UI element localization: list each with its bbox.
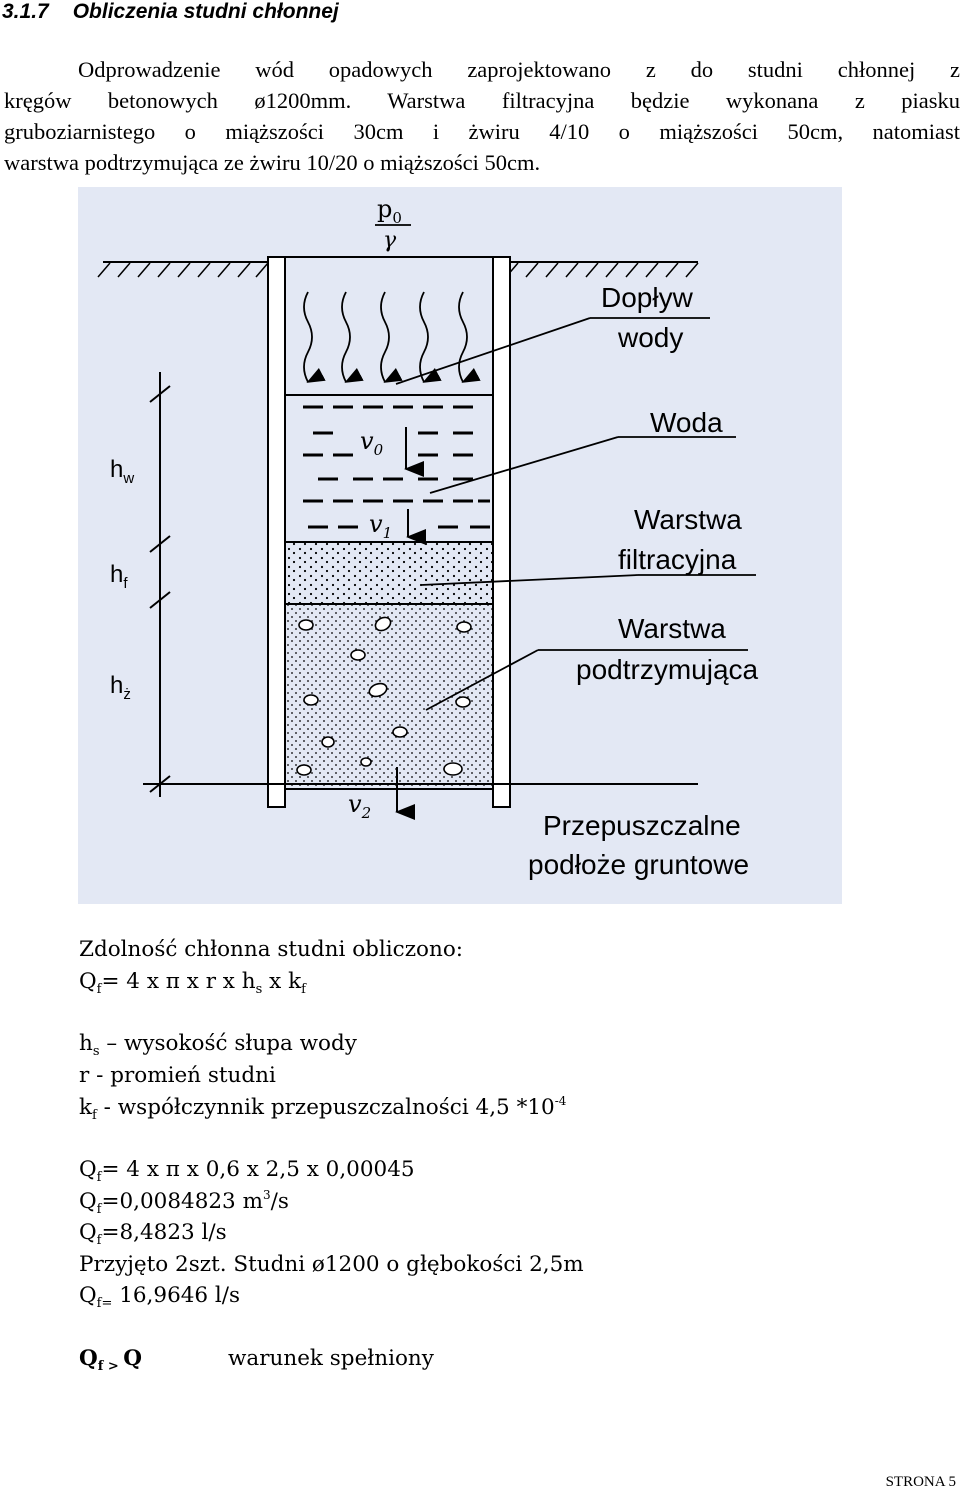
hw-label: $h_w$: [110, 456, 135, 487]
well-diagram: [78, 187, 842, 904]
intro-line: gruboziarnistego o miąższości 30cm i żwiru 4/10 o miąższości 50cm, natomiast: [4, 119, 960, 144]
intro-line: kręgów betonowych ø1200mm. Warstwa filtracyjna będzie wykonana z piasku: [4, 88, 960, 113]
condition-text: warunek spełniony: [228, 1346, 434, 1371]
formula-line: $Q_f= 4$ x π x r x $h_s$ x $k_f$: [79, 969, 306, 997]
v2-label: $v_2$: [348, 790, 372, 822]
label-filtration-2: filtracyjna: [618, 544, 737, 575]
definition-hs: $h_s$ – wysokość słupa wody: [79, 1031, 357, 1059]
label-ground-2: podłoże gruntowe: [528, 849, 750, 880]
pressure-label: [375, 195, 411, 253]
svg-text:γ: γ: [383, 228, 397, 253]
intro-paragraph: [4, 54, 960, 178]
intro-line: Odprowadzenie wód opadowych zaprojektowano z do studni chłonnej z: [78, 57, 960, 82]
label-support-2: podtrzymująca: [576, 654, 759, 685]
filtration-layer: [285, 542, 493, 604]
definition-r: r - promień studni: [79, 1063, 276, 1088]
section-heading: [2, 0, 339, 24]
label-ground-1: Przepuszczalne: [543, 810, 741, 841]
hz-label: $h_ż$: [110, 672, 131, 703]
capacity-intro: Zdolność chłonna studni obliczono:: [79, 937, 464, 962]
label-water: Woda: [650, 407, 723, 438]
condition-formula: $Q_f$ $_>$ Q: [79, 1346, 143, 1374]
intro-line: warstwa podtrzymująca ze żwiru 10/20 o miąższości 50cm.: [4, 150, 541, 175]
label-support-1: Warstwa: [618, 613, 726, 644]
water-column: [285, 395, 493, 527]
hf-label: $h_f$: [110, 561, 128, 592]
support-layer: [285, 604, 493, 789]
adopted-line: Przyjęto 2szt. Studni ø1200 o głębokości 2,5m: [79, 1252, 584, 1277]
section-number: 3.1.7: [2, 0, 49, 23]
section-title: Obliczenia studni chłonnej: [72, 0, 339, 23]
label-inflow-1: Dopływ: [601, 282, 693, 313]
v1-label: $v_1$: [369, 510, 393, 542]
calc-line-4: $Q_{f=}$ 16,9646 l/s: [79, 1283, 241, 1311]
definition-kf: $k_f$ - współczynnik przepuszczalności 4,5 $*10^{-4}$: [79, 1094, 567, 1123]
ground-surface: [98, 262, 698, 277]
svg-text:p0: $p_0$: [377, 195, 402, 227]
calc-line-3: $Q_f=8,4823$ l/s: [79, 1220, 227, 1248]
label-filtration-1: Warstwa: [634, 504, 742, 535]
page-footer: STRONA 5: [885, 1474, 956, 1490]
calc-line-2: $Q_f=0,0084823$ $m^3/s$: [79, 1188, 289, 1217]
height-dimension: [150, 372, 170, 797]
label-inflow-2: wody: [618, 322, 684, 353]
calc-line-1: $Q_f= 4$ x π x 0,6 x 2,5 x 0,00045: [79, 1157, 415, 1185]
v0-label: $v_0$: [360, 427, 384, 459]
